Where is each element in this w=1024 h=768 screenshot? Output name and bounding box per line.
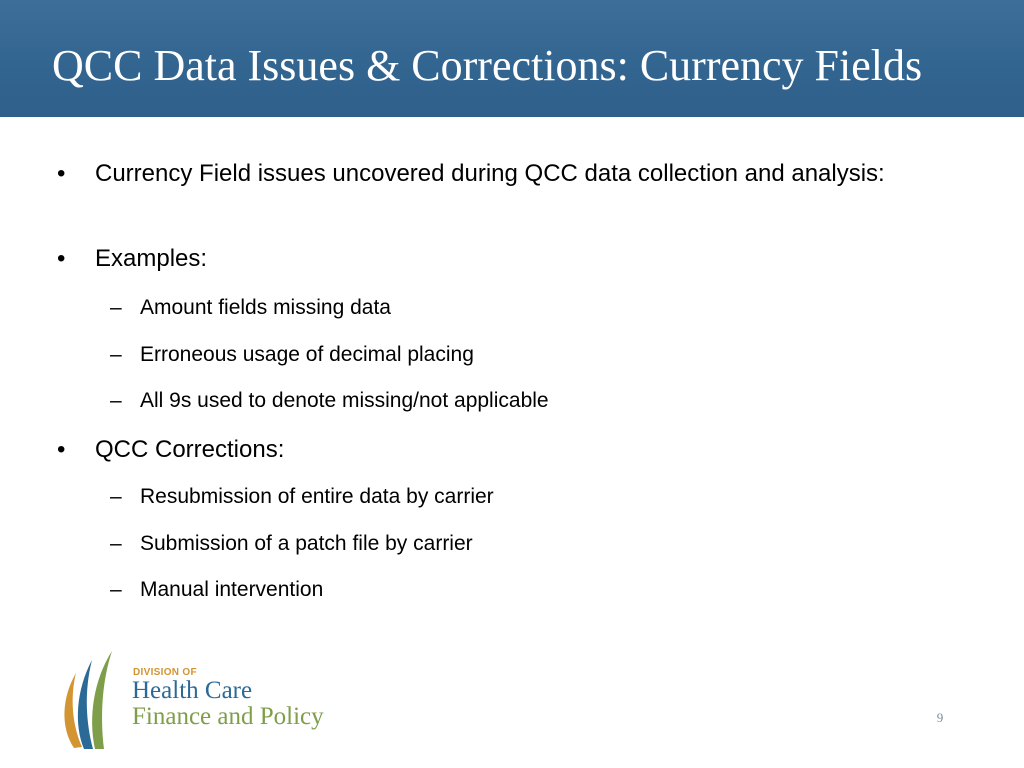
sub-bullet-marker: – (110, 389, 122, 412)
sub-bullet-item (110, 386, 960, 416)
sub-bullet-item (110, 293, 960, 323)
bullet-item (57, 242, 965, 276)
sub-bullet-text: Amount fields missing data (140, 296, 391, 319)
bullet-marker: • (57, 436, 66, 463)
sub-bullet-marker: – (110, 296, 122, 319)
sub-bullet-item (110, 340, 960, 370)
slide-title: QCC Data Issues & Corrections: Currency Fields (52, 41, 923, 90)
bullet-text: Examples: (95, 245, 208, 272)
sub-bullet-item (110, 575, 960, 605)
sub-bullet-text: Manual intervention (140, 578, 324, 601)
page-number: 9 (936, 710, 944, 725)
bullet-marker: • (57, 160, 66, 187)
sub-bullet-text: Submission of a patch file by carrier (140, 532, 473, 555)
logo-finance-policy-text: Finance and Policy (132, 703, 324, 730)
sub-bullet-marker: – (110, 343, 122, 366)
sub-bullet-item (110, 482, 960, 512)
title-bar (0, 0, 1024, 117)
sub-bullet-marker: – (110, 485, 122, 508)
logo-health-care-text: Health Care (132, 677, 253, 704)
bullet-text: Currency Field issues uncovered during QCC data collection and analysis: (95, 160, 885, 187)
logo-division-text: DIVISION OF (133, 667, 197, 678)
bullet-text: QCC Corrections: (95, 436, 285, 463)
bullet-item (57, 157, 965, 191)
sub-bullet-text: Resubmission of entire data by carrier (140, 485, 494, 508)
sub-bullet-marker: – (110, 578, 122, 601)
sub-bullet-item (110, 529, 960, 559)
leaf-logo-icon (60, 645, 124, 750)
bullet-item (57, 433, 965, 467)
sub-bullet-marker: – (110, 532, 122, 555)
sub-bullet-text: Erroneous usage of decimal placing (140, 343, 474, 366)
sub-bullet-text: All 9s used to denote missing/not applicable (140, 389, 549, 412)
bullet-marker: • (57, 245, 66, 272)
organization-logo (60, 645, 340, 750)
